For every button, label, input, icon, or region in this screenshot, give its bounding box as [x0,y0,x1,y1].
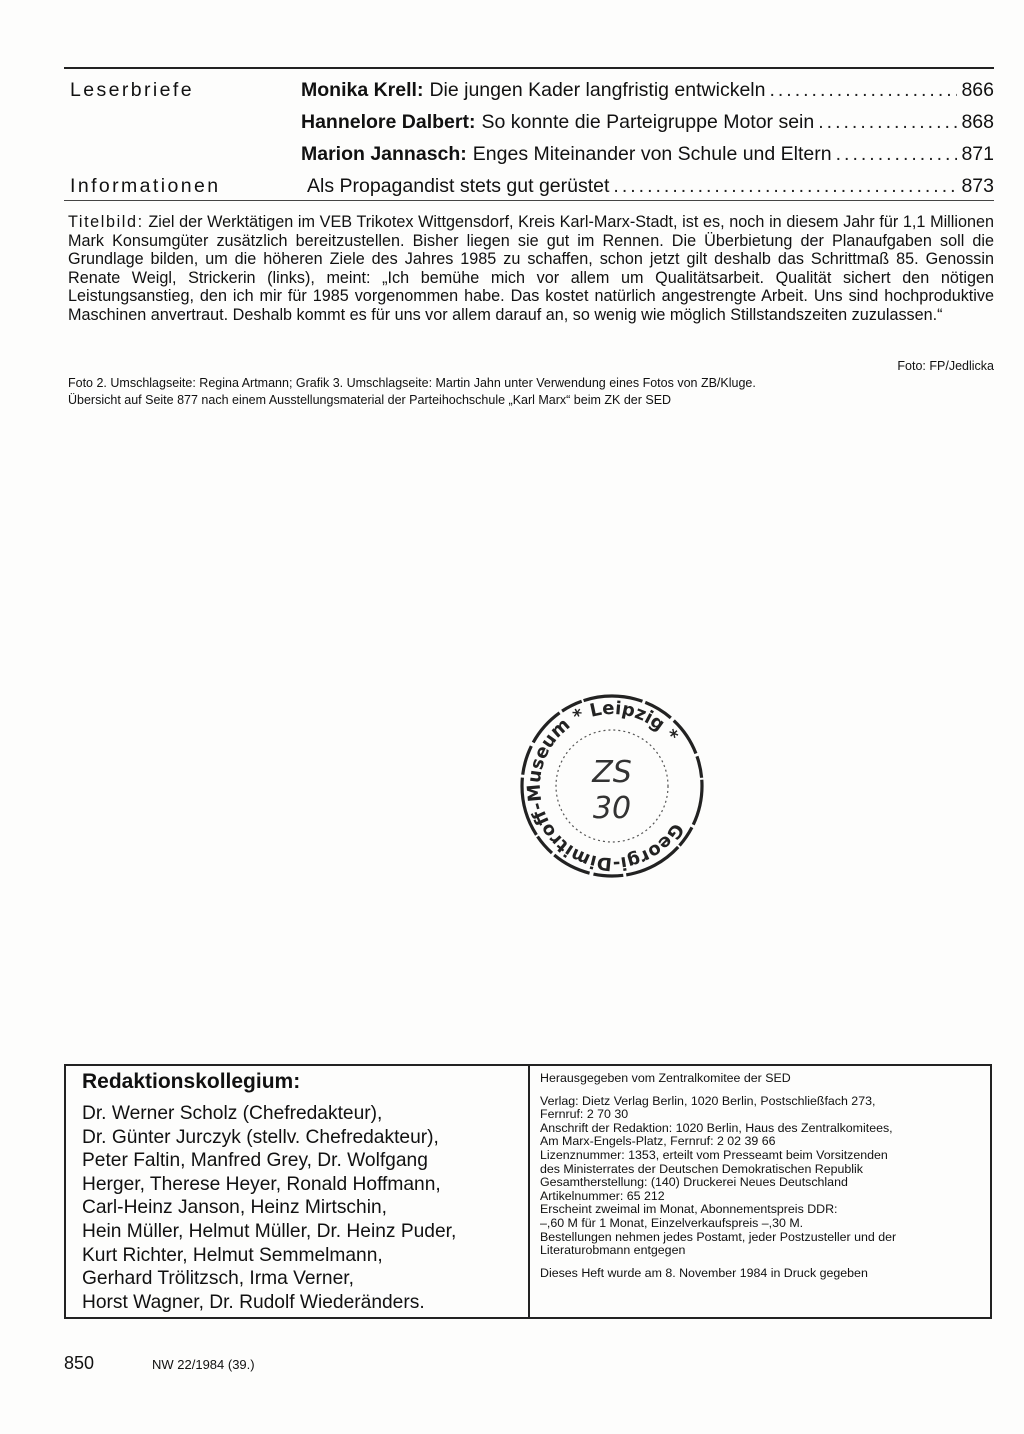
member-line: Kurt Richter, Helmut Semmelmann, [82,1244,383,1266]
toc-title: Enges Miteinander von Schule und Eltern [472,143,832,165]
publisher-line: Lizenznummer: 1353, erteilt vom Presseamt beim Vorsitzenden [540,1147,888,1162]
museum-stamp [512,686,712,886]
member-line: Carl-Heinz Janson, Heinz Mirtschin, [82,1197,387,1219]
toc-entry [301,170,994,202]
toc-page-number: 866 [961,79,994,101]
member-line: Hein Müller, Helmut Müller, Dr. Heinz Puder, [82,1220,457,1242]
toc-author: Hannelore Dalbert: [301,111,476,133]
issued-by: Herausgegeben vom Zentralkomitee der SED [540,1071,791,1085]
toc-row [68,106,994,138]
publisher-line: –,60 M für 1 Monat, Einzelverkaufspreis –,30 M. [540,1215,804,1230]
credit-line: Foto 2. Umschlagseite: Regina Artmann; Grafik 3. Umschlagseite: Martin Jahn unter Verwendung eines Fotos von ZB/Kluge. [68,376,756,390]
publisher-line: des Ministerrates der Deutschen Demokratischen Republik [540,1161,863,1176]
toc-row [68,138,994,170]
member-line: Dr. Günter Jurczyk (stellv. Chefredakteur), [82,1126,439,1148]
editorial-board-members [82,1102,456,1314]
toc-entry [301,138,994,170]
publisher-line: Anschrift der Redaktion: 1020 Berlin, Haus des Zentralkomitees, [540,1120,893,1135]
table-of-contents [68,74,994,202]
toc-author: Monika Krell: [301,79,424,101]
dot-leader [818,106,957,138]
photo-credit: Foto: FP/Jedlicka [897,359,994,373]
toc-entry [301,106,994,138]
toc-section-label: Leserbriefe [70,79,194,101]
issue-label: NW 22/1984 (39.) [152,1357,255,1372]
stamp-ring-path-text: Georgi-Dimitroff-Museum * Leipzig * [523,697,688,875]
publisher-line: Literaturobmann entgegen [540,1243,686,1258]
cover-caption [68,213,994,325]
toc-section-label: Informationen [70,175,221,197]
toc-title: So konnte die Parteigruppe Motor sein [481,111,815,133]
toc-entry [301,74,994,106]
image-credits [68,375,994,409]
dot-leader [613,170,957,202]
publisher-line: Fernruf: 2 70 30 [540,1107,629,1122]
toc-author: Marion Jannasch: [301,143,467,165]
caption-body: Ziel der Werktätigen im VEB Trikotex Wittgensdorf, Kreis Karl-Marx-Stadt, ist es, noch in diesem Jahr für 1,1 Millionen Mark Konsumgüter zusätzlich bereitzustellen. Bisher liegen sie gut im Rennen. Die Überbietung der Planaufgaben soll die Grundlage bilden, um die höheren Ziele des Jahres 1985 zu schaffen, schon jetzt gilt deshalb das Schrittmaß 85. Genossin Renate Weigl, Strickerin (links), meint: „Ich bemühe mich vor allem um Qualitätsarbeit. Qualität sichert den nötigen Leistungsanstieg, den ich mir für 1985 vorgenommen habe. Das kostet natürlich angestrengte Arbeit. Uns sind hochproduktive Maschinen anvertraut. Deshalb kommt es für uns vor allem darauf an, so wenig wie möglich Stillstandszeiten zuzulassen.“ [68,213,994,324]
page-number: 850 [64,1353,95,1373]
box-divider [528,1066,530,1317]
member-line: Horst Wagner, Dr. Rudolf Wiederänders. [82,1291,425,1313]
publisher-line: Artikelnummer: 65 212 [540,1188,665,1203]
member-line: Dr. Werner Scholz (Chefredakteur), [82,1103,383,1124]
publisher-line: Am Marx-Engels-Platz, Fernruf: 2 02 39 66 [540,1134,776,1149]
dot-leader [769,74,957,106]
toc-page-number: 868 [961,111,994,133]
imprint-box [64,1064,992,1319]
stamp-center-line-2: 30 [592,791,632,826]
publisher-panel [540,1072,984,1280]
print-date: Dieses Heft wurde am 8. November 1984 in Druck gegeben [540,1265,868,1280]
toc-page-number: 871 [961,143,994,165]
toc-title: Die jungen Kader langfristig entwickeln [429,79,766,101]
publisher-line: Gesamtherstellung: (140) Druckerei Neues Deutschland [540,1175,848,1190]
member-line: Herger, Therese Heyer, Ronald Hoffmann, [82,1173,441,1195]
top-rule [64,67,994,69]
stamp-center-line-1: ZS [592,755,632,790]
toc-bottom-rule [64,200,994,201]
publisher-line: Erscheint zweimal im Monat, Abonnementspreis DDR: [540,1202,838,1217]
toc-row [68,74,994,106]
member-line: Gerhard Trölitzsch, Irma Verner, [82,1268,354,1290]
editorial-board-panel [66,1066,528,1317]
toc-page-number: 873 [961,175,994,197]
credit-line: Übersicht auf Seite 877 nach einem Ausstellungsmaterial der Parteihochschule „Karl Marx“ beim ZK der SED [68,393,672,407]
toc-row [68,170,994,202]
editorial-board-heading: Redaktionskollegium: [82,1070,301,1093]
member-line: Peter Faltin, Manfred Grey, Dr. Wolfgang [82,1150,428,1172]
publisher-line: Bestellungen nehmen jedes Postamt, jeder Postzusteller und der [540,1229,897,1244]
caption-lead: Titelbild: [68,213,144,231]
toc-title: Als Propagandist stets gut gerüstet [307,175,610,197]
publisher-line: Verlag: Dietz Verlag Berlin, 1020 Berlin, Postschließfach 273, [540,1093,876,1108]
dot-leader [836,138,958,170]
